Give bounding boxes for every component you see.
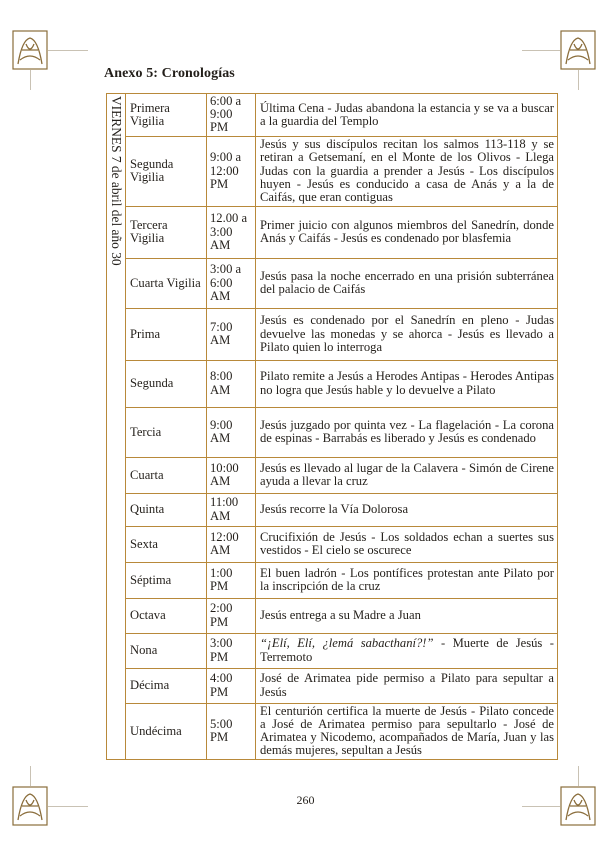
table-row [107,360,558,407]
description-text: Jesús recorre la Vía Dolorosa [260,502,409,516]
watch-time: 3:00 a 6:00 AM [207,258,256,308]
table-row [107,668,558,703]
description-text: El centurión certifica la muerte de Jesús - Pilato concede a José de Arimatea permiso para sepultarlo - José de Arimatea y Nicodemo, acompañados de María, Juan y las demás mujeres, sepultan a Jesús [260,703,554,758]
watch-name: Quinta [126,493,207,526]
corner-ornament-icon [12,30,48,70]
description-text: - Muerte de Jesús - Terremoto [260,636,554,664]
watch-name: Octava [126,598,207,633]
crop-mark [30,70,31,90]
table-row [107,308,558,360]
table-row [107,598,558,633]
watch-time: 6:00 a 9:00 PM [207,94,256,137]
table-row [107,94,558,137]
description-text: Jesús juzgado por quinta vez - La flagelación - La corona de espinas - Barrabás es liberado y Jesús es condenado [260,417,554,446]
day-label-cell [107,94,126,760]
description-text: Jesús es condenado por el Sanedrín en pleno - Judas devuelve las monedas y se ahorca - Jesús es llevado a Pilato quien lo interroga [260,313,554,354]
description-text: Última Cena - Judas abandona la estancia y se va a buscar a la guardia del Templo [260,100,554,128]
description-text: Primer juicio con algunos miembros del Sanedrín, donde Anás y Caifás - Jesús es condenado por blasfemia [260,217,554,246]
event-description [256,668,558,703]
event-description [256,526,558,562]
watch-time: 9:00 a 12:00 PM [207,136,256,206]
event-description [256,407,558,457]
event-description [256,633,558,668]
event-description [256,136,558,206]
event-description [256,598,558,633]
watch-time: 4:00 PM [207,668,256,703]
day-label: VIERNES 7 de abril del año 30 [109,96,124,266]
description-text: Crucifixión de Jesús - Los soldados echan a suertes sus vestidos - El cielo se oscurece [260,529,554,558]
watch-name: Nona [126,633,207,668]
description-text: Jesús pasa la noche encerrado en una prisión subterránea del palacio de Caifás [260,268,554,297]
description-text: José de Arimatea pide permiso a Pilato para sepultar a Jesús [260,671,554,699]
event-description [256,94,558,137]
crop-mark [30,766,31,786]
watch-time: 11:00 AM [207,493,256,526]
watch-time: 2:00 PM [207,598,256,633]
watch-time: 12.00 a 3:00 AM [207,206,256,258]
watch-name: Tercera Vigilia [126,206,207,258]
description-text: Jesús es llevado al lugar de la Calavera - Simón de Cirene ayuda a llevar la cruz [260,460,554,489]
watch-time: 9:00 AM [207,407,256,457]
description-text: El buen ladrón - Los pontífices protestan ante Pilato por la inscripción de la cruz [260,565,554,594]
description-text: Jesús y sus discípulos recitan los salmos 113-118 y se retiran a Getsemaní, en el Monte de los Olivos - Llega Judas con la guardia a prender a Jesús - Los discípulos huyen - Jesús es conducido a casa de Anás y a la de Caifás, que eran contiguas [260,137,554,204]
table-row [107,407,558,457]
event-description [256,258,558,308]
watch-name: Primera Vigilia [126,94,207,137]
section-heading: Anexo 5: Cronologías [104,66,235,81]
watch-name: Cuarta Vigilia [126,258,207,308]
chronology-table [106,93,558,760]
corner-ornament-icon [560,30,596,70]
crop-mark [48,50,88,51]
table-row [107,562,558,598]
table-row [107,703,558,759]
watch-time: 12:00 AM [207,526,256,562]
watch-time: 1:00 PM [207,562,256,598]
event-description [256,457,558,493]
watch-time: 3:00 PM [207,633,256,668]
quote-text: “¡Elí, Elí, ¿lemá sabacthaní?!” [260,636,434,651]
table-row [107,206,558,258]
watch-name: Segunda [126,360,207,407]
crop-mark [578,766,579,786]
crop-mark [578,70,579,90]
page-number: 260 [296,793,315,807]
table-row [107,258,558,308]
watch-name: Séptima [126,562,207,598]
event-description [256,493,558,526]
watch-name: Segunda Vigilia [126,136,207,206]
event-description [256,308,558,360]
watch-time: 7:00 AM [207,308,256,360]
table-row [107,493,558,526]
watch-name: Cuarta [126,457,207,493]
watch-name: Undécima [126,703,207,759]
description-text: Jesús entrega a su Madre a Juan [260,608,421,622]
description-text: Pilato remite a Jesús a Herodes Antipas - Herodes Antipas no logra que Jesús hable y lo devuelve a Pilato [260,369,554,397]
watch-name: Tercia [126,407,207,457]
watch-time: 5:00 PM [207,703,256,759]
watch-time: 10:00 AM [207,457,256,493]
watch-name: Prima [126,308,207,360]
watch-name: Décima [126,668,207,703]
crop-mark [522,50,560,51]
watch-name: Sexta [126,526,207,562]
table-row [107,457,558,493]
table-row [107,136,558,206]
table-row [107,633,558,668]
table-row [107,526,558,562]
watch-time: 8:00 AM [207,360,256,407]
event-description [256,206,558,258]
event-description [256,360,558,407]
event-description [256,703,558,759]
event-description [256,562,558,598]
